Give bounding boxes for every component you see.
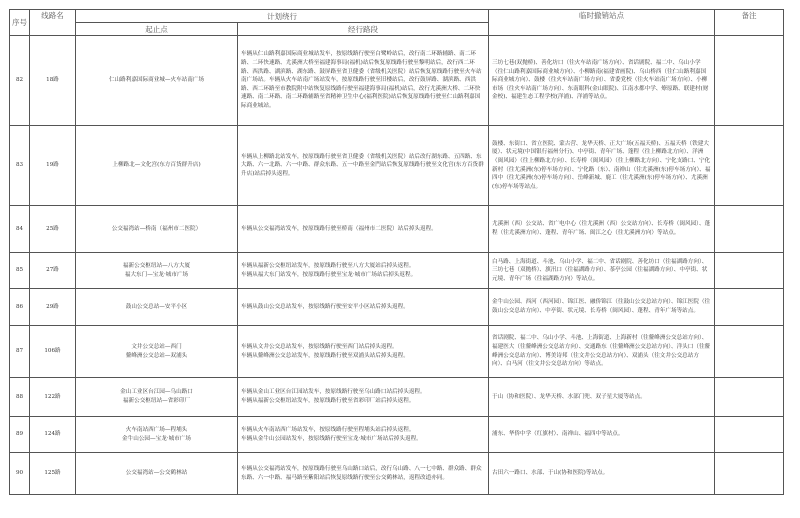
- detour-table: [9, 9, 784, 495]
- line-name: 19路: [30, 126, 76, 206]
- remark: [715, 289, 784, 326]
- remark: [715, 378, 784, 417]
- row-number: 86: [10, 289, 30, 326]
- route-description: 车辆从福新公交枢纽站发车，按原线路行驶至八方大厦站后掉头返程。 车辆从福大东门站发车，按原线路行驶至宝龙·城市广场站后掉头返程。: [238, 253, 489, 289]
- cancelled-stops: 浦东、华侨中学（红旗村）、南禅山、福四中等站点。: [489, 417, 715, 453]
- line-name: 124路: [30, 417, 76, 453]
- header-endpoints: 起止点: [76, 23, 238, 36]
- table-row: [10, 326, 784, 378]
- route-description: 车辆从鼓山公交总站发车，按原线路行驶至安平小区站后掉头返程。: [238, 289, 489, 326]
- cancelled-stops: 于山（协和医院）、龙华天桥、水部门兜、双子星大厦等站点。: [489, 378, 715, 417]
- remark: [715, 326, 784, 378]
- remark: [715, 453, 784, 495]
- route-description: 车辆从上柳路北站发车，按原线路行驶至省卫健委（省级机关医院）站后改行湖东路、五四路、东大路、六一北路、六一中路、群众东路、五一中路至金門站后恢复原线路行驶至文化宫(东方百货群升店)站后掉头返程。: [238, 126, 489, 206]
- table-row: [10, 417, 784, 453]
- cancelled-stops: 古田六一路口、水部、于山(协和医院)等站点。: [489, 453, 715, 495]
- endpoints: 鼓山公交总站—安平小区: [76, 289, 238, 326]
- row-number: 82: [10, 36, 30, 126]
- header-no: 序号: [10, 10, 30, 36]
- line-name: 18路: [30, 36, 76, 126]
- table-row: [10, 289, 784, 326]
- endpoints: 上柳路北—文化宫(东方百货群升店): [76, 126, 238, 206]
- line-name: 122路: [30, 378, 76, 417]
- endpoints: 公交福湾站—公交鹤林站: [76, 453, 238, 495]
- line-name: 27路: [30, 253, 76, 289]
- table-row: [10, 206, 784, 253]
- row-number: 85: [10, 253, 30, 289]
- endpoints: 火车南站西广场—程埔头 金牛山公园—宝龙·城市广场: [76, 417, 238, 453]
- table-row: [10, 378, 784, 417]
- cancelled-stops: 鼓楼、东街口、省立医院、蒙古营、龙华天桥、正大广场(五福天桥)、五福天桥（铁建大厦）、状元境(中国银行福州分行)、中亭街、青年广场、蓬程（往上柳路北方向）、洋洲（闽风园）（往上柳路北方向）、长寿桥（闽风园）（往上柳路北方向）、宁化支路口、宁化新村（往尤溪洲(东)停车场方向）、宁化路（东）、南禅山（往尤溪洲(东)停车场方向）、福四中（往尤溪洲(东)停车场方向）、岳峰新城、鹿工（往尤溪洲(东)停车场方向）、尤溪洲(东)停车场等站点。: [489, 126, 715, 206]
- row-number: 88: [10, 378, 30, 417]
- line-name: 106路: [30, 326, 76, 378]
- route-description: 车辆从文井公交总站发车，按原线路行驶至西门站后掉头返程。 车辆从鳌峰洲公交总站发车，按原线路行驶至双浦头站后掉头返程。: [238, 326, 489, 378]
- row-number: 90: [10, 453, 30, 495]
- route-description: 车辆从公交福湾站发车，按原线路行驶至桥南（福州市二医院）站后掉头返程。: [238, 206, 489, 253]
- header-remark: 备注: [715, 10, 784, 36]
- row-number: 83: [10, 126, 30, 206]
- endpoints: 公交福湾站—桥南（福州市二医院）: [76, 206, 238, 253]
- route-description: 车辆从火车南站西广场站发车，按原线路行驶至程埔头站后掉头返程。 车辆从金牛山公园站发车，按原线路行驶至宝龙·城市广场站后掉头返程。: [238, 417, 489, 453]
- route-description: 车辆从公交福湾站发车，按原线路行驶至乌山路口站后，改行乌山路、八一七中路、群众路、群众东路、六一中路、福马路至紫阳站后恢复原线路行驶至公交鹤林站，返程改道亦同。: [238, 453, 489, 495]
- remark: [715, 417, 784, 453]
- endpoints: 金山工业区台江园—乌山路口 福新公交枢纽站—省彩印厂: [76, 378, 238, 417]
- cancelled-stops: 金牛山公园、西河（西河园）、锦江医、融侨锦江（往鼓山公交总站方向）、锦江医院（往鼓山公交总站方向）、中亭街、状元境、长寿桥（闽风园）、蓬程、青年广场等站点。: [489, 289, 715, 326]
- table-row: [10, 126, 784, 206]
- cancelled-stops: 三坊七巷(双抛桥)、善化坊口（往火车站南广场方向）、省话剧院、福二中、乌山小学（往仁山路利嘉国际商业城方向）、小柳路南(福建省画院)、乌山桥西（往仁山路利嘉国际商业城方向）、鼓楼（往火车站南广场方向）、省委党校（往火车站南广场方向）、小柳市场（往火车站南广场方向）、东南眼科(金山眼院)、江南水都中学、燎原路、联建村(财金校)、福建生态工程学校(洋浦)、洋浦等站点。: [489, 36, 715, 126]
- table-row: [10, 36, 784, 126]
- endpoints: 仁山路利嘉国际商业城—火车站南广场: [76, 36, 238, 126]
- cancelled-stops: 白马路、上海街道、斗池、乌山小学、福二中、省话剧院、善化坊口（往福湖路方向）、三坊七巷（双抛桥）、旗汛口（往福湖路方向）、茶亭公园（往福湖路方向）、中亭街、状元境、青年广场（往福湖路方向）等站点。: [489, 253, 715, 289]
- cancelled-stops: 尤溪洲（西）公交站、省广电中心（往尤溪洲（西）公交站方向）、长寿桥（闽风园）、蓬程（往尤溪洲方向）、蓬程、青年广场、闽江之心（往尤溪洲方向）等站点。: [489, 206, 715, 253]
- endpoints: 福新公交枢纽站—八方大厦 福大东门—宝龙·城市广场: [76, 253, 238, 289]
- endpoints: 文井公交总站—西门 鳌峰洲公交总站—双浦头: [76, 326, 238, 378]
- remark: [715, 36, 784, 126]
- line-name: 29路: [30, 289, 76, 326]
- remark: [715, 126, 784, 206]
- route-description: 车辆从金山工业区台江园站发车，按原线路行驶至乌山路口站后掉头返程。 车辆从福新公交枢纽站发车，按原线路行驶至省彩印厂站后掉头返程。: [238, 378, 489, 417]
- row-number: 89: [10, 417, 30, 453]
- route-description: 车辆从仁山路利嘉国际商业城站发车，按原线路行驶至白鹭岭站后，改行南二环路辅路、南二环路、二环快速路、尤溪洲大桥至福建海事局(福机)站后恢复原线路行驶至黎明站后，改行西二环路、西洪路、湖滨路、湖东路、鼓屏路至省卫健委（省级机关医院）站后恢复原线路行驶至火车站南广场站。车辆从火车站南广场站发车，按原线路行驶至旧楼站后，改行鼓屏路、湖滨路、西洪路、西二环路至市教院附中站恢复原线路行驶至福建海事局(福机)站后，改行尤溪洲大桥、二环快速路、南二环路、南二环路辅路至省精神卫生中心(福利医院)站后恢复原线路行驶至仁山路利嘉国际商业城站。: [238, 36, 489, 126]
- remark: [715, 253, 784, 289]
- line-name: 25路: [30, 206, 76, 253]
- table-row: [10, 253, 784, 289]
- cancelled-stops: 省话剧院、福二中、乌山小学、斗池、上海街道、上海新村（往鳌峰洲公交总站方向）、福建医大（往鳌峰洲公交总站方向）、交通路东（往鳌峰洲公交总站方向）、洋头口（往鳌峰洲公交总站方向）、博美诗邦（往文井公交总站方向）、双浦头（往文井公交总站方向）、白马河（往文井公交总站方向）等站点。: [489, 326, 715, 378]
- remark: [715, 206, 784, 253]
- line-name: 125路: [30, 453, 76, 495]
- header-route: 经行路段: [238, 23, 489, 36]
- row-number: 87: [10, 326, 30, 378]
- row-number: 84: [10, 206, 30, 253]
- header-plan: 计划绕行: [76, 10, 489, 23]
- header-line: 线路名: [30, 10, 76, 36]
- table-row: [10, 453, 784, 495]
- header-cancelled: 临时撤销站点: [489, 10, 715, 36]
